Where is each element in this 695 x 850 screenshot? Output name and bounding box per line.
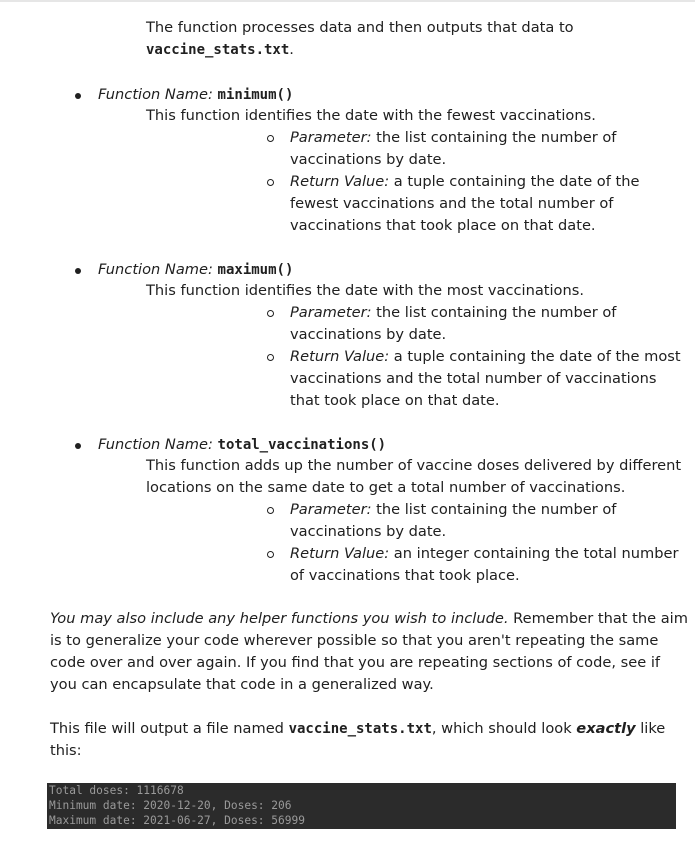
function-label: Function Name: bbox=[98, 436, 213, 453]
return-line-2: vaccinations and the total number of vaccinations bbox=[290, 370, 657, 387]
parameter-line-1 bbox=[290, 302, 616, 324]
function-description-line-1: This function adds up the number of vaccine doses delivered by different bbox=[146, 457, 682, 474]
parameter-label: Parameter: bbox=[290, 501, 372, 518]
parameter-text: the list containing the number of bbox=[371, 501, 617, 518]
intro-filename: vaccine_stats.txt bbox=[146, 42, 290, 58]
parameter-line-2: vaccinations by date. bbox=[290, 523, 447, 540]
top-border bbox=[0, 0, 695, 2]
helper-line-4: you can encapsulate that code in a generalized way. bbox=[50, 676, 434, 693]
function-label: Function Name: bbox=[98, 261, 213, 278]
helper-italic-text: You may also include any helper functions you wish to include. bbox=[50, 610, 509, 627]
parameter-line-1 bbox=[290, 499, 616, 521]
parameter-line-2: vaccinations by date. bbox=[290, 326, 447, 343]
function-label: Function Name: bbox=[98, 86, 213, 103]
circle-bullet-icon bbox=[267, 179, 274, 186]
output-emphasis: exactly bbox=[576, 720, 636, 737]
function-description: This function identifies the date with the fewest vaccinations. bbox=[146, 107, 596, 124]
parameter-line-2: vaccinations by date. bbox=[290, 151, 447, 168]
bullet-icon bbox=[75, 443, 81, 449]
circle-bullet-icon bbox=[267, 354, 274, 361]
output-mid-text: , which should look bbox=[431, 720, 577, 737]
circle-bullet-icon bbox=[267, 551, 274, 558]
helper-line-3: code over and over again. If you find that you are repeating sections of code, see if bbox=[50, 654, 661, 671]
parameter-line-1 bbox=[290, 127, 616, 149]
return-line-1 bbox=[290, 346, 681, 368]
parameter-text: the list containing the number of bbox=[371, 129, 617, 146]
output-line-2: this: bbox=[50, 742, 82, 759]
parameter-label: Parameter: bbox=[290, 129, 372, 146]
return-text: a tuple containing the date of the bbox=[389, 173, 640, 190]
return-text: a tuple containing the date of the most bbox=[389, 348, 681, 365]
terminal-line-minimum: Minimum date: 2020-12-20, Doses: 206 bbox=[49, 799, 292, 812]
intro-line-2 bbox=[146, 39, 294, 61]
return-line-2: fewest vaccinations and the total number of bbox=[290, 195, 614, 212]
circle-bullet-icon bbox=[267, 310, 274, 317]
intro-period: . bbox=[289, 41, 294, 58]
return-line-1 bbox=[290, 171, 639, 193]
function-heading-minimum bbox=[98, 84, 293, 106]
function-name: total_vaccinations() bbox=[217, 437, 387, 453]
bullet-icon bbox=[75, 268, 81, 274]
bullet-icon bbox=[75, 93, 81, 99]
function-heading-total-vaccinations bbox=[98, 434, 386, 456]
return-line-3: that took place on that date. bbox=[290, 392, 500, 409]
return-line-3: vaccinations that took place on that date. bbox=[290, 217, 596, 234]
terminal-line-maximum: Maximum date: 2021-06-27, Doses: 56999 bbox=[49, 814, 305, 827]
output-filename: vaccine_stats.txt bbox=[288, 721, 432, 737]
parameter-label: Parameter: bbox=[290, 304, 372, 321]
return-line-1 bbox=[290, 543, 678, 565]
terminal-line-total: Total doses: 1116678 bbox=[49, 784, 184, 797]
function-name: maximum() bbox=[217, 262, 294, 278]
helper-line-2: is to generalize your code wherever possible so that you aren't repeating the same bbox=[50, 632, 659, 649]
parameter-text: the list containing the number of bbox=[371, 304, 617, 321]
return-line-2: of vaccinations that took place. bbox=[290, 567, 520, 584]
function-description-line-2: locations on the same date to get a total number of vaccinations. bbox=[146, 479, 626, 496]
function-heading-maximum bbox=[98, 259, 293, 281]
intro-line-1: The function processes data and then outputs that data to bbox=[146, 19, 574, 36]
return-text: an integer containing the total number bbox=[389, 545, 679, 562]
output-pre-text: This file will output a file named bbox=[50, 720, 289, 737]
helper-rest-text: Remember that the aim bbox=[508, 610, 688, 627]
circle-bullet-icon bbox=[267, 507, 274, 514]
return-label: Return Value: bbox=[290, 173, 390, 190]
output-line-1 bbox=[50, 718, 665, 740]
return-label: Return Value: bbox=[290, 545, 390, 562]
function-description: This function identifies the date with the most vaccinations. bbox=[146, 282, 584, 299]
circle-bullet-icon bbox=[267, 135, 274, 142]
terminal-output-block bbox=[47, 783, 676, 829]
return-label: Return Value: bbox=[290, 348, 390, 365]
helper-line-1 bbox=[50, 608, 688, 630]
output-post-text: like bbox=[635, 720, 666, 737]
function-name: minimum() bbox=[217, 87, 294, 103]
